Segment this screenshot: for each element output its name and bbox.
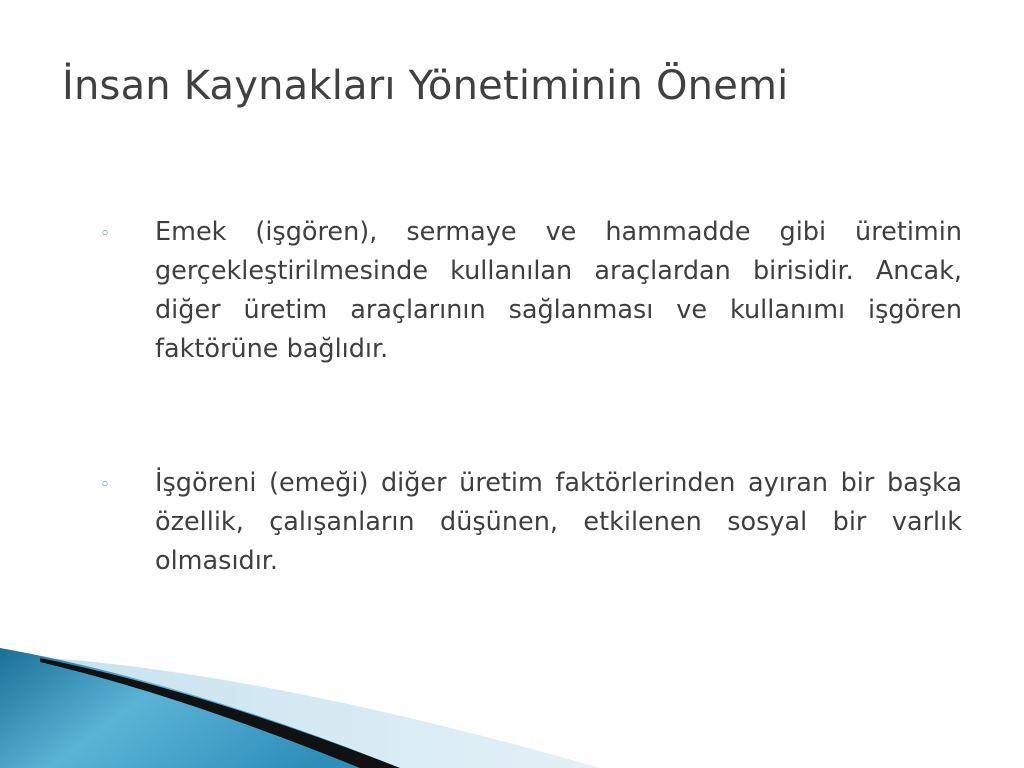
bullet-text: İşgöreni (emeği) diğer üretim faktörlerinden ayıran bir başka özellik, çalışanların düşünen, etkilenen sosyal bir varlık olmasıdır. <box>155 468 962 576</box>
bullet-list <box>100 213 962 581</box>
wave-light-band <box>0 655 600 768</box>
bullet-ring-icon: ◦ <box>100 475 111 495</box>
slide-title: İnsan Kaynakları Yönetiminin Önemi <box>62 63 789 109</box>
bullet-ring-icon: ◦ <box>100 224 111 244</box>
wave-blue-band <box>0 648 400 768</box>
wave-dark-stripe <box>40 658 400 768</box>
bullet-item <box>100 213 962 369</box>
bullet-text: Emek (işgören), sermaye ve hammadde gibi üretimin gerçekleştirilmesinde kullanılan araçlardan birisidir. Ancak, diğer üretim araçlarının sağlanması ve kullanımı işgören faktörüne bağlıdır. <box>155 217 962 364</box>
bullet-item <box>100 464 962 581</box>
